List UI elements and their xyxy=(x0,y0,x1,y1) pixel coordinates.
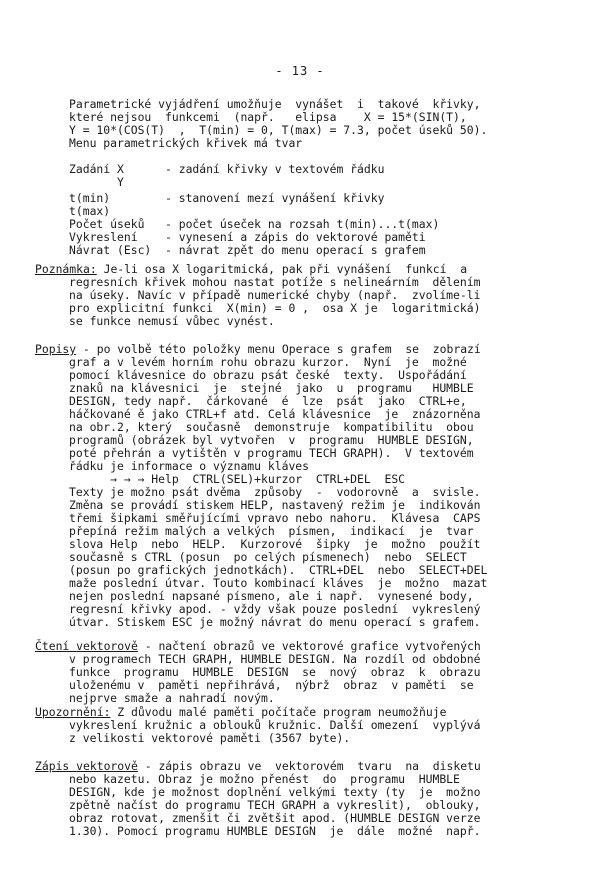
intro-line: Parametrické vyjádření umožňuje vynášet i takové křivky, xyxy=(69,97,481,111)
poznamka-line: regresních křivek mohou nastat potíže s nelineárním dělením xyxy=(69,275,481,289)
intro-line: které nejsou funkcemi (např. elipsa X = 15*(SIN(T), xyxy=(69,110,467,124)
menu-item-desc: - zadání křivky v textovém řádku xyxy=(165,162,385,176)
poznamka-line: na úseky. Navíc v případě numerické chyby (např. zvolíme-li xyxy=(69,288,481,302)
cteni-line: nejprve smaže a nahradí novým. xyxy=(69,691,275,705)
menu-item-key: Počet úseků xyxy=(69,217,145,231)
upozorneni-line: z velikosti vektorové paměti (3567 byte). xyxy=(69,731,351,745)
intro-line: Menu parametrických křivek má tvar xyxy=(69,136,303,150)
zapis-first-line: - zápis obrazu ve vektorovém tvaru na disketu xyxy=(137,759,481,773)
cteni-term: Čtení vektorově xyxy=(35,639,138,653)
page-number: - 13 - xyxy=(275,64,325,78)
menu-item-key: Y xyxy=(69,175,124,189)
menu-item-desc: - počet úseček na rozsah t(min)...t(max) xyxy=(165,217,440,231)
poznamka-line: se funkce nemusí vůbec vynést. xyxy=(69,314,275,328)
upozorneni-first-line: Z důvodu malé paměti počítače program neumožňuje xyxy=(110,705,447,719)
menu-item-desc: - vynesení a zápis do vektorové paměti xyxy=(165,230,426,244)
poznamka-first-line: Je-li osa X logaritmická, pak při vynášení funkcí a xyxy=(96,262,468,276)
popisy-line: Změna se provádí stiskem HELP, nastavený režim je indikován xyxy=(69,498,481,512)
menu-item-key: t(min) xyxy=(69,191,111,205)
zapis-line: DESIGN, kde je možnost doplnění velkými texty (ty je možno xyxy=(69,785,481,799)
menu-item-desc: - návrat zpět do menu operací s grafem xyxy=(165,243,426,257)
popisy-line: slova Help nebo HELP. Kurzorové šipky je možno použít xyxy=(69,537,481,551)
upozorneni-line: vykreslení kružnic a oblouků kružnic. Další omezení vyplývá xyxy=(69,718,481,732)
popisy-first-line: - po volbě této položky menu Operace s grafem se zobrazí xyxy=(76,342,481,356)
menu-definition-list xyxy=(69,163,439,257)
popisy-term: Popisy xyxy=(35,342,77,356)
menu-item-key: Zadání X xyxy=(69,162,124,176)
popisy-line: DESIGN, tedy např. čárkované é lze psát jako CTRL+e, xyxy=(69,394,467,408)
upozorneni-term: Upozornění: xyxy=(35,705,111,719)
popisy-key-hints: → → → Help CTRL(SEL)+kurzor CTRL+DEL ESC xyxy=(69,472,406,486)
poznamka-line: pro explicitní funkci X(min) = 0 , osa X je logaritmická) xyxy=(69,301,481,315)
menu-item-key: Vykreslení xyxy=(69,230,138,244)
zapis-line: zpětně načíst do programu TECH GRAPH a vykreslit), oblouky, xyxy=(69,798,481,812)
cteni-line: funkce programu HUMBLE DESIGN se nový obraz k obrazu xyxy=(69,665,481,679)
zapis-line: nebo kazetu. Obraz je možno přenést do programu HUMBLE xyxy=(69,772,460,786)
popisy-line: graf a v levém horním rohu obrazu kurzor. Nyní je možné xyxy=(69,355,467,369)
popisy-line: regresní křivky apod. - vždy však pouze poslední vykreslený xyxy=(69,602,481,616)
popisy-line: maže poslední útvar. Touto kombinací kláves je možno mazat xyxy=(69,576,488,590)
popisy-line: řádku je informace o významu kláves xyxy=(69,459,310,473)
popisy-line: znaků na klávesnici je stejné jako u programu HUMBLE xyxy=(69,381,474,395)
menu-item xyxy=(69,244,439,257)
popisy-line: útvar. Stiskem ESC je možný návrat do menu operací s grafem. xyxy=(69,615,481,629)
intro-line: Y = 10*(COS(T) , T(min) = 0, T(max) = 7.3, počet úseků 50). xyxy=(69,123,488,137)
popisy-line: pomocí klávesnice do obrazu psát české texty. Uspořádání xyxy=(69,368,467,382)
cteni-first-line: - načtení obrazů ve vektorové grafice vytvořených xyxy=(137,639,481,653)
popisy-line: třemi šipkami směřujícími vpravo nebo nahoru. Klávesa CAPS xyxy=(69,511,481,525)
popisy-line: (posun po grafických jednotkách). CTRL+DEL nebo SELECT+DEL xyxy=(69,563,488,577)
poznamka-term: Poznámka: xyxy=(35,262,97,276)
zapis-term: Zápis vektorově xyxy=(35,759,138,773)
zapis-line: 1.30). Pomocí programu HUMBLE DESIGN je dále možné např. xyxy=(69,824,481,838)
zapis-line: obraz rotovat, zmenšit či zvětšit apod. (HUMBLE DESIGN verze xyxy=(69,811,481,825)
popisy-line: přepíná režim malých a velkých písmen, indikací je tvar xyxy=(69,524,474,538)
popisy-line: na obr.2, který současně demonstruje kompatibilitu obou xyxy=(69,420,474,434)
popisy-line: Texty je možno psát dvěma způsoby - vodorovně a svisle. xyxy=(69,485,481,499)
menu-item xyxy=(69,163,439,176)
menu-item-key: Návrat (Esc) xyxy=(69,243,152,257)
popisy-line: programů (obrázek byl vytvořen v programu HUMBLE DESIGN, xyxy=(69,433,474,447)
menu-item-desc: - stanovení mezí vynášení křivky xyxy=(165,191,385,205)
menu-item xyxy=(69,176,439,189)
popisy-line: háčkované ě jako CTRL+f atd. Celá klávesnice je znázorněna xyxy=(69,407,481,421)
cteni-line: v programech TECH GRAPH, HUMBLE DESIGN. Na rozdíl od obdobné xyxy=(69,652,481,666)
menu-item-key: t(max) xyxy=(69,204,111,218)
menu-item xyxy=(69,192,439,205)
popisy-line: nejen poslední napsané písmeno, ale i např. vynesené body, xyxy=(69,589,474,603)
cteni-line: uloženému v paměti nepřihrává, nýbrž obraz v paměti se xyxy=(69,678,474,692)
popisy-line: poté přehrán a vytištěn v programu TECH GRAPH). V textovém xyxy=(69,446,474,460)
popisy-line: současně s CTRL (posun po celých písmenech) nebo SELECT xyxy=(69,550,467,564)
